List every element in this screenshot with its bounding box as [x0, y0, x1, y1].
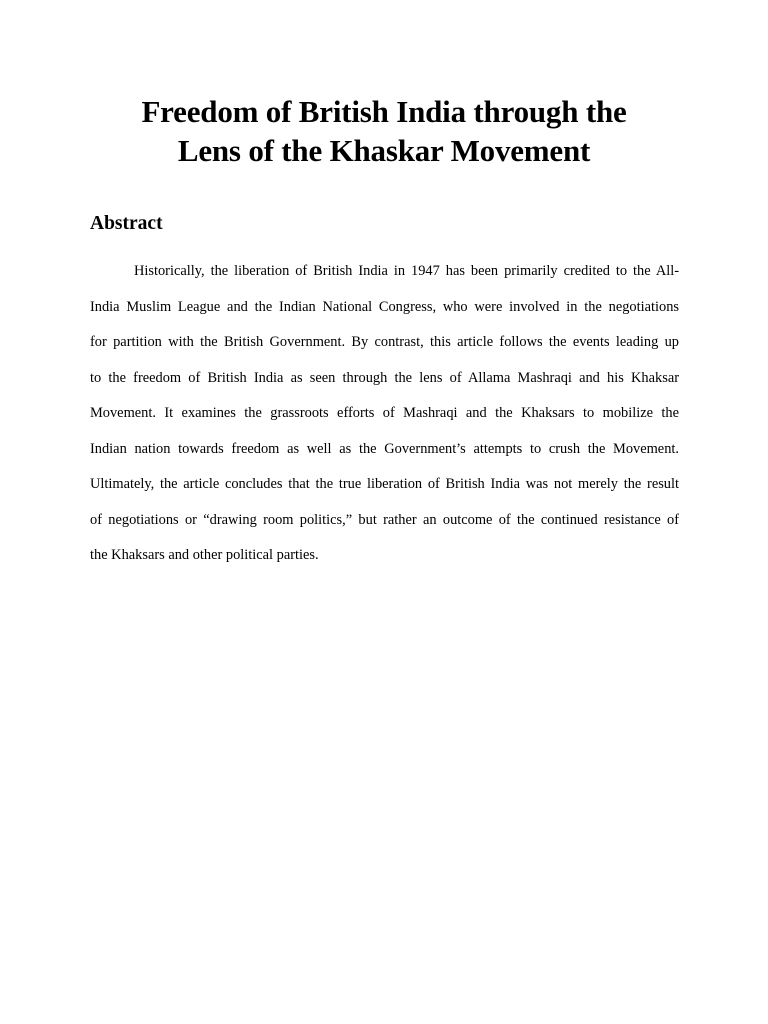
title-line-2: Lens of the Khaskar Movement	[177, 133, 591, 168]
abstract-line: for partition with the British Government. By contrast, this article follows the events leading up	[90, 334, 679, 350]
abstract-line: Movement. It examines the grassroots efforts of Mashraqi and the Khaksars to mobilize the	[90, 405, 679, 421]
abstract-line: of negotiations or “drawing room politics,” but rather an outcome of the continued resistance of	[90, 511, 679, 528]
abstract-line: India Muslim League and the Indian National Congress, who were involved in the negotiations	[90, 298, 679, 315]
abstract-line: Ultimately, the article concludes that the true liberation of British India was not merely the result	[90, 476, 679, 492]
title-line-1: Freedom of British India through the	[141, 94, 627, 129]
abstract-line: Historically, the liberation of British India in 1947 has been primarily credited to the All-	[134, 263, 679, 279]
abstract-heading: Abstract	[90, 213, 163, 234]
abstract-line: the Khaksars and other political parties.	[90, 547, 319, 563]
abstract-line: Indian nation towards freedom as well as the Government’s attempts to crush the Movement.	[90, 440, 679, 457]
abstract-line: to the freedom of British India as seen through the lens of Allama Mashraqi and his Khaksar	[90, 369, 679, 386]
page-title	[60, 92, 708, 170]
abstract-paragraph	[90, 254, 679, 574]
